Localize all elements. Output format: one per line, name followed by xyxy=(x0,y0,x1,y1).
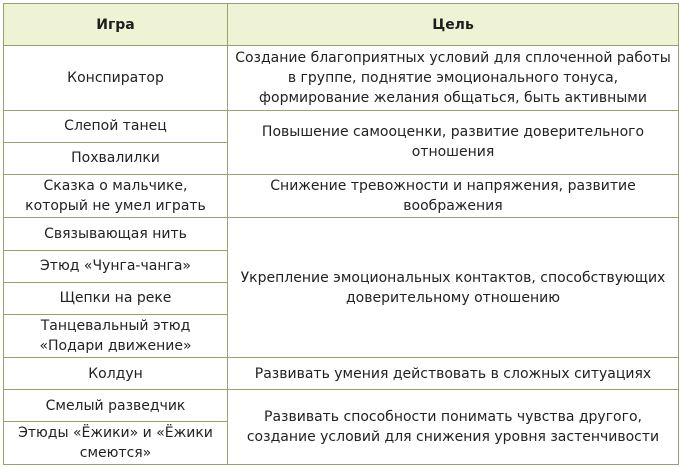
game-cell: Колдун xyxy=(4,358,228,390)
game-cell: Связывающая нить xyxy=(4,218,228,250)
goal-cell: Повышение самооценки, развитие доверительного отношения xyxy=(228,110,679,174)
game-cell: Похвалилки xyxy=(4,142,228,174)
games-goals-table xyxy=(3,3,679,465)
goal-cell: Укрепление эмоциональных контактов, способствующих доверительному отношению xyxy=(228,218,679,358)
table-header-row xyxy=(4,4,679,46)
table-row xyxy=(4,110,679,142)
header-goal: Цель xyxy=(228,4,679,46)
goal-cell: Развивать умения действовать в сложных ситуациях xyxy=(228,358,679,390)
goal-cell: Развивать способности понимать чувства другого, создание условий для снижения уровня застенчивости xyxy=(228,390,679,465)
game-cell: Сказка о мальчике, который не умел играть xyxy=(4,175,228,218)
table-row xyxy=(4,218,679,250)
table-row xyxy=(4,46,679,110)
table-row xyxy=(4,175,679,218)
goal-cell: Создание благоприятных условий для сплоченной работы в группе, поднятие эмоционального тонуса, формирование желания общаться, быть активными xyxy=(228,46,679,110)
game-cell: Слепой танец xyxy=(4,110,228,142)
table-row xyxy=(4,390,679,421)
game-cell: Этюд «Чунга-чанга» xyxy=(4,250,228,282)
game-cell: Щепки на реке xyxy=(4,282,228,314)
game-cell: Этюды «Ёжики» и «Ёжики смеются» xyxy=(4,421,228,464)
table-row xyxy=(4,358,679,390)
header-game: Игра xyxy=(4,4,228,46)
game-cell: Конспиратор xyxy=(4,46,228,110)
goal-cell: Снижение тревожности и напряжения, развитие воображения xyxy=(228,175,679,218)
game-cell: Смелый разведчик xyxy=(4,390,228,421)
game-cell: Танцевальный этюд «Подари движение» xyxy=(4,314,228,357)
